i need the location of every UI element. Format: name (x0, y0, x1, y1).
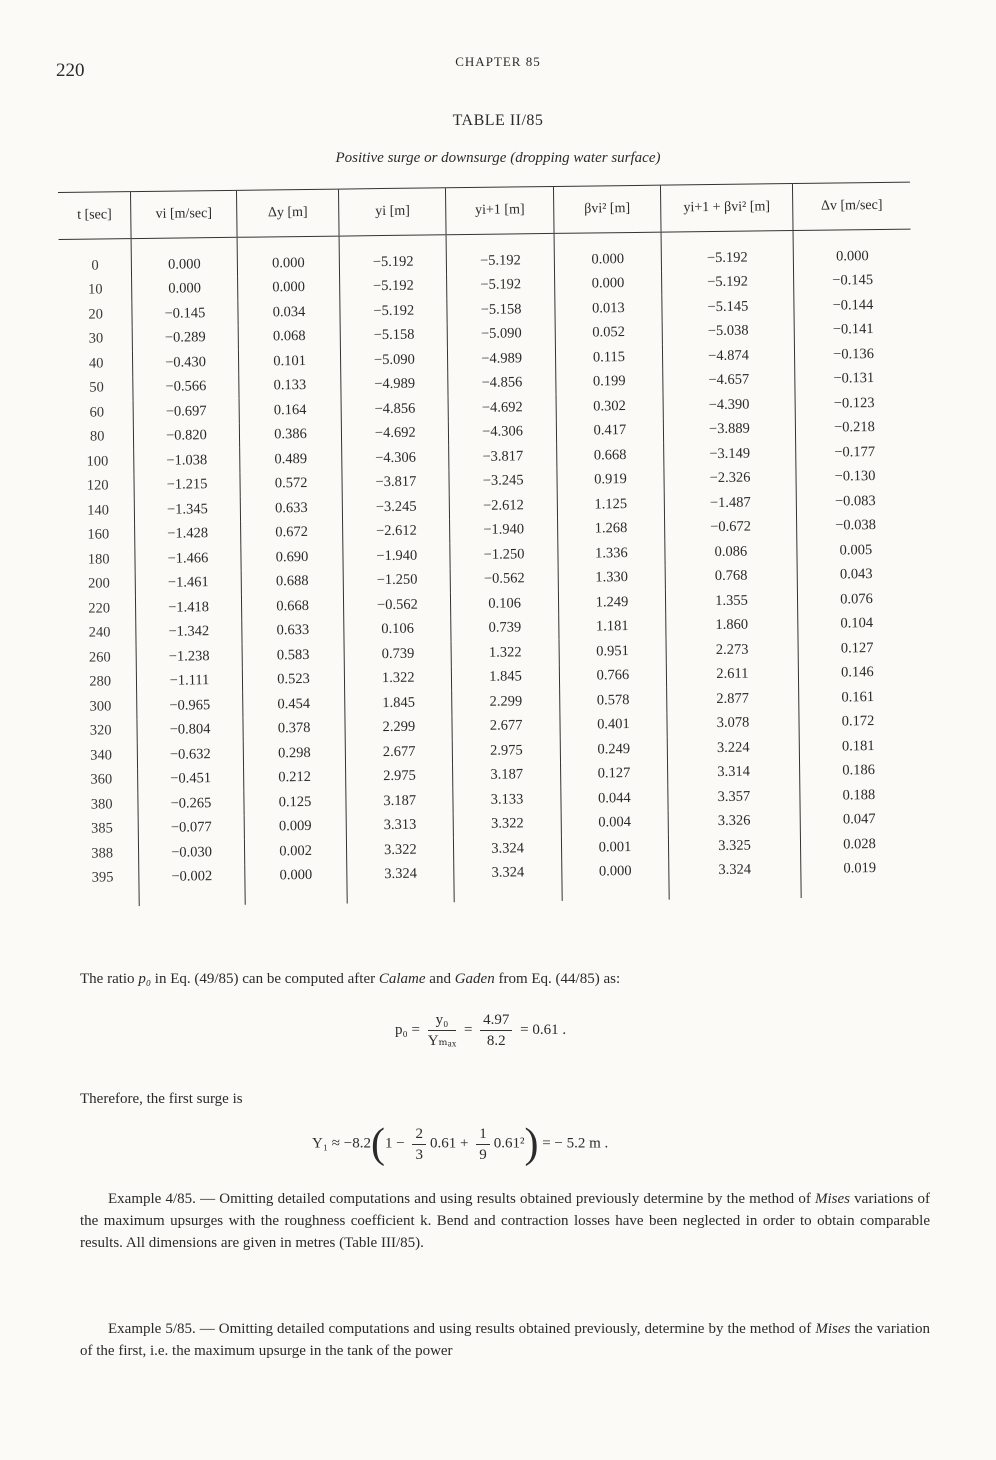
value-cell: −5.038 (662, 319, 794, 345)
value-cell: 3.314 (667, 759, 799, 785)
value-cell: −0.218 (795, 415, 913, 441)
value-cell: 0.133 (238, 373, 341, 399)
value-cell: −1.940 (450, 517, 558, 543)
equation-term: = − 5.2 m . (542, 1135, 609, 1152)
value-cell: 1.125 (557, 492, 664, 518)
value-cell: −0.562 (344, 592, 451, 618)
value-cell: 0.000 (132, 276, 238, 302)
value-cell: −1.428 (135, 521, 241, 547)
fraction-denominator: 8.2 (486, 1033, 506, 1049)
value-cell: 3.133 (453, 787, 561, 813)
value-cell: 0.076 (797, 587, 915, 613)
example-5-paragraph (80, 1318, 930, 1362)
value-cell: 0.044 (561, 786, 668, 812)
value-cell: 0.019 (801, 856, 919, 898)
value-cell: 3.322 (347, 837, 454, 863)
value-cell: −1.250 (343, 568, 450, 594)
author-name: Calame (378, 971, 426, 987)
value-cell: −0.144 (794, 293, 912, 319)
value-cell: 0.000 (237, 236, 340, 276)
value-cell: −0.965 (137, 693, 243, 719)
value-cell: 2.677 (452, 713, 560, 739)
time-cell: 10 (88, 281, 103, 298)
value-cell: −2.612 (449, 493, 557, 519)
fraction-numerator: y₀ (428, 1010, 456, 1031)
value-cell: 0.572 (240, 471, 343, 497)
value-cell: 0.417 (556, 418, 663, 444)
time-cell: 60 (89, 404, 105, 421)
value-cell: 0.000 (554, 232, 662, 272)
value-cell: 0.043 (797, 562, 915, 588)
value-cell: 1.330 (558, 565, 665, 591)
value-cell: 0.034 (238, 300, 341, 326)
value-cell: 0.127 (798, 636, 916, 662)
value-cell: −5.192 (446, 233, 554, 273)
value-cell: −4.390 (663, 392, 795, 418)
time-cell: 260 (88, 649, 111, 666)
table-subtitle: Positive surge or downsurge (dropping water surface) (335, 150, 661, 166)
author-name: Mises (815, 1191, 850, 1207)
value-cell: 3.078 (667, 710, 799, 736)
ratio-variable: p₀ (138, 971, 152, 987)
time-cell: 200 (87, 575, 110, 592)
equation-term: p₀ = (395, 1021, 420, 1038)
value-cell: 0.583 (242, 643, 345, 669)
value-cell: 0.001 (561, 835, 668, 861)
value-cell: 3.325 (668, 833, 800, 859)
value-cell: 0.401 (560, 712, 667, 738)
value-cell: −0.289 (132, 325, 238, 351)
value-cell: 3.357 (668, 784, 800, 810)
time-cell: 40 (88, 355, 104, 372)
value-cell: −1.940 (343, 543, 450, 569)
ratio-paragraph (80, 968, 930, 990)
value-cell: 0.106 (344, 617, 451, 643)
time-cell: 140 (87, 502, 110, 519)
time-cell: 240 (88, 624, 111, 641)
value-cell: 3.224 (667, 735, 799, 761)
value-cell: 0.028 (800, 832, 918, 858)
value-cell: −1.111 (137, 668, 243, 694)
value-cell: −1.418 (136, 595, 242, 621)
value-cell: 1.845 (345, 690, 452, 716)
time-cell: 100 (86, 453, 109, 470)
value-cell: 0.378 (243, 716, 346, 742)
value-cell: −0.083 (796, 489, 914, 515)
value-cell: 0.002 (244, 839, 347, 865)
value-cell: 2.611 (666, 661, 798, 687)
value-cell: −1.250 (450, 542, 558, 568)
equation-surge (312, 1120, 608, 1168)
text-span: The ratio (80, 971, 139, 987)
value-cell: 3.313 (346, 813, 453, 839)
value-cell: 0.489 (239, 447, 342, 473)
value-cell: 2.677 (346, 739, 453, 765)
value-cell: −5.145 (662, 294, 794, 320)
value-cell: −4.856 (341, 396, 448, 422)
value-cell: 0.199 (556, 369, 663, 395)
value-cell: 0.000 (244, 863, 347, 905)
time-cell: 360 (90, 771, 113, 788)
equation-term: 1 − (385, 1135, 405, 1152)
value-cell: 0.578 (559, 688, 666, 714)
value-cell: −3.245 (449, 468, 557, 494)
value-cell: −3.817 (449, 444, 557, 470)
value-cell: −5.090 (341, 347, 448, 373)
value-cell: −5.158 (447, 297, 555, 323)
time-cell: 300 (89, 698, 112, 715)
value-cell: −0.141 (794, 317, 912, 343)
value-cell: −0.177 (796, 440, 914, 466)
value-cell: 1.845 (452, 664, 560, 690)
value-cell: −1.038 (134, 448, 240, 474)
value-cell: 0.298 (243, 741, 346, 767)
value-cell: 0.302 (556, 394, 663, 420)
value-cell: 2.273 (666, 637, 798, 663)
time-cell: 380 (90, 796, 113, 813)
value-cell: 0.172 (799, 709, 917, 735)
value-cell: −1.215 (134, 472, 240, 498)
time-cell: 385 (90, 820, 113, 837)
column-header: yi+1 + βvi² [m] (660, 184, 793, 233)
value-cell: 2.975 (452, 738, 560, 764)
value-cell: 0.688 (241, 569, 344, 595)
value-cell: 3.187 (346, 788, 453, 814)
value-cell: −5.192 (447, 272, 555, 298)
fraction-numerator: 1 (476, 1124, 490, 1145)
value-cell: −0.145 (793, 268, 911, 294)
fraction (480, 1010, 512, 1051)
value-cell: −4.657 (663, 368, 795, 394)
value-cell: 0.739 (451, 615, 559, 641)
close-paren: ) (524, 1121, 539, 1167)
value-cell: 0.161 (799, 685, 917, 711)
time-cell: 320 (89, 722, 112, 739)
equation-term: Y₁ ≈ −8.2 (312, 1135, 372, 1152)
value-cell: 0.146 (798, 660, 916, 686)
value-cell: 0.739 (344, 641, 451, 667)
value-cell: 0.052 (555, 320, 662, 346)
value-cell: 1.355 (665, 588, 797, 614)
column-header: βvi² [m] (553, 185, 661, 233)
author-name: Mises (815, 1321, 851, 1337)
value-cell: −4.856 (448, 370, 556, 396)
value-cell: −0.030 (139, 840, 245, 866)
fraction-denominator: 3 (415, 1146, 423, 1163)
column-header: yi+1 [m] (446, 186, 554, 234)
value-cell: 0.000 (793, 229, 911, 269)
time-cell: 180 (87, 551, 110, 568)
value-cell: 0.125 (244, 790, 347, 816)
value-cell: 0.106 (451, 591, 559, 617)
value-cell: 0.188 (800, 783, 918, 809)
value-cell: −0.566 (133, 374, 239, 400)
value-cell: 0.004 (561, 810, 668, 836)
value-cell: 1.322 (451, 640, 559, 666)
value-cell: 2.975 (346, 764, 453, 790)
value-cell: −0.038 (796, 513, 914, 539)
value-cell: −0.130 (796, 464, 914, 490)
time-cell: 220 (88, 600, 111, 617)
time-cell: 388 (91, 845, 114, 862)
value-cell: 0.009 (244, 814, 347, 840)
text-span: the variation of the first, i.e. the maximum upsurge in the tank of the power (80, 1321, 930, 1359)
value-cell: −0.145 (132, 301, 238, 327)
value-cell: −1.487 (664, 490, 796, 516)
value-cell: 0.633 (240, 496, 343, 522)
therefore-paragraph: Therefore, the first surge is (80, 1091, 243, 1107)
value-cell: 3.324 (347, 862, 454, 904)
value-cell: 0.104 (798, 611, 916, 637)
value-cell: 0.186 (799, 758, 917, 784)
value-cell: 0.212 (243, 765, 346, 791)
value-cell: −0.562 (450, 566, 558, 592)
value-cell: −5.158 (340, 323, 447, 349)
value-cell: 0.766 (559, 663, 666, 689)
value-cell: 0.086 (665, 539, 797, 565)
value-cell: 0.068 (238, 324, 341, 350)
equation-ratio (395, 1010, 566, 1051)
text-span: and (425, 971, 455, 987)
value-cell: 0.164 (239, 398, 342, 424)
value-cell: −0.136 (794, 342, 912, 368)
text-span: in Eq. (49/85) can be computed after (151, 971, 379, 987)
value-cell: −5.192 (339, 235, 446, 275)
value-cell: −4.989 (448, 346, 556, 372)
value-cell: −0.451 (138, 766, 244, 792)
equation-term: 0.61 + (429, 1135, 469, 1152)
value-cell: 1.860 (666, 612, 798, 638)
value-cell: 0.668 (241, 594, 344, 620)
data-table (58, 182, 919, 907)
value-cell: 1.181 (559, 614, 666, 640)
value-cell: 0.047 (800, 807, 918, 833)
value-cell: −4.874 (662, 343, 794, 369)
example-4-paragraph (80, 1188, 930, 1254)
fraction-numerator: 4.97 (480, 1010, 512, 1031)
value-cell: 0.523 (242, 667, 345, 693)
page-number: 220 (56, 60, 85, 81)
value-cell: 0.013 (555, 296, 662, 322)
value-cell: −0.123 (795, 391, 913, 417)
value-cell: −1.461 (135, 570, 241, 596)
time-cell: 50 (89, 379, 104, 396)
value-cell: 0.668 (557, 443, 664, 469)
value-cell: −2.612 (343, 519, 450, 545)
value-cell: 0.690 (241, 545, 344, 571)
value-cell: −4.306 (449, 419, 557, 445)
value-cell: 2.877 (667, 686, 799, 712)
time-cell: 120 (86, 477, 109, 494)
value-cell: 0.000 (554, 271, 661, 297)
value-cell: 0.249 (560, 737, 667, 763)
value-cell: 0.000 (562, 859, 670, 901)
value-cell: −2.326 (664, 466, 796, 492)
value-cell: −5.192 (661, 270, 793, 296)
value-cell: 0.000 (237, 275, 340, 301)
value-cell: 1.268 (557, 516, 664, 542)
value-cell: −1.466 (135, 546, 241, 572)
value-cell: 0.454 (242, 692, 345, 718)
value-cell: 3.326 (668, 808, 800, 834)
fraction-denominator: 9 (479, 1146, 487, 1163)
value-cell: 0.633 (241, 618, 344, 644)
value-cell: 2.299 (452, 689, 560, 715)
value-cell: −1.345 (135, 497, 241, 523)
time-cell: 160 (87, 526, 110, 543)
value-cell: 1.322 (345, 666, 452, 692)
time-cell: 20 (88, 306, 104, 323)
column-header: vi [m/sec] (131, 190, 237, 238)
value-cell: −1.238 (136, 644, 242, 670)
open-paren: ( (371, 1121, 386, 1167)
value-cell: −4.306 (342, 445, 449, 471)
text-span: Example 4/85. — Omitting detailed computations and using results obtained previously determine by the method of (108, 1191, 815, 1207)
value-cell: −0.697 (133, 399, 239, 425)
value-cell: −4.989 (341, 372, 448, 398)
value-cell: −0.672 (664, 515, 796, 541)
value-cell: 0.127 (560, 761, 667, 787)
value-cell: 3.187 (453, 762, 561, 788)
value-cell: 0.115 (555, 345, 662, 371)
value-cell: 3.322 (453, 811, 561, 837)
value-cell: 0.672 (240, 520, 343, 546)
time-cell: 30 (88, 330, 104, 347)
value-cell: −3.889 (663, 417, 795, 443)
table-body (59, 229, 919, 907)
value-cell: 1.249 (558, 590, 665, 616)
fraction-denominator: Yₘₐₓ (427, 1033, 457, 1049)
value-cell: −0.077 (138, 815, 244, 841)
column-header: t [sec] (58, 192, 131, 240)
value-cell: 1.336 (558, 541, 665, 567)
value-cell: −4.692 (342, 421, 449, 447)
value-cell: −0.002 (139, 864, 245, 906)
value-cell: −0.804 (137, 717, 243, 743)
value-cell: −0.632 (138, 742, 244, 768)
value-cell: 0.000 (131, 237, 237, 277)
value-cell: −5.192 (661, 231, 794, 272)
value-cell: −4.692 (448, 395, 556, 421)
value-cell: −0.430 (133, 350, 239, 376)
author-name: Gaden (454, 971, 495, 987)
value-cell: 0.919 (557, 467, 664, 493)
value-cell: −3.245 (343, 494, 450, 520)
column-header: yi [m] (339, 188, 446, 236)
value-cell: 0.386 (239, 422, 342, 448)
value-cell: −5.192 (340, 274, 447, 300)
table-container (58, 182, 919, 907)
time-cell: 395 (91, 869, 114, 886)
text-span: variations of the maximum upsurges with the roughness coefficient k. Bend and contraction losses have been neglected in order to obtain comparable results. All dimensions are given in metres (Table III/85). (80, 1191, 930, 1251)
time-cell: 0 (91, 257, 99, 274)
value-cell: 0.951 (559, 639, 666, 665)
value-cell: −5.192 (340, 298, 447, 324)
value-cell: −0.131 (795, 366, 913, 392)
time-cell: 280 (89, 673, 112, 690)
table-title: TABLE II/85 (452, 112, 544, 129)
value-cell: 0.768 (665, 563, 797, 589)
equation-term: 0.61² (493, 1135, 525, 1152)
value-cell: 3.324 (669, 857, 802, 899)
value-cell: −3.817 (342, 470, 449, 496)
fraction (428, 1010, 456, 1051)
column-header: Δv [m/sec] (792, 182, 910, 230)
value-cell: −1.342 (136, 619, 242, 645)
column-header: Δy [m] (236, 189, 339, 237)
value-cell: 0.101 (238, 349, 341, 375)
equation-term: = 0.61 . (520, 1021, 567, 1038)
time-cell: 80 (89, 428, 105, 445)
value-cell: 3.324 (454, 860, 562, 902)
fraction (476, 1124, 490, 1165)
fraction-numerator: 2 (412, 1124, 426, 1145)
value-cell: 3.324 (454, 836, 562, 862)
value-cell: 0.005 (797, 538, 915, 564)
text-span: from Eq. (44/85) as: (494, 971, 621, 987)
value-cell: −3.149 (664, 441, 796, 467)
value-cell: −0.820 (134, 423, 240, 449)
text-span: Example 5/85. — Omitting detailed computations and using results obtained previously, determine by the method of (108, 1321, 816, 1337)
time-cell: 340 (90, 747, 113, 764)
value-cell: 0.181 (799, 734, 917, 760)
value-cell: 2.299 (345, 715, 452, 741)
equation-term: = (463, 1021, 473, 1038)
running-head: CHAPTER 85 (455, 54, 541, 69)
value-cell: −0.265 (138, 791, 244, 817)
fraction (412, 1124, 426, 1165)
value-cell: −5.090 (447, 321, 555, 347)
